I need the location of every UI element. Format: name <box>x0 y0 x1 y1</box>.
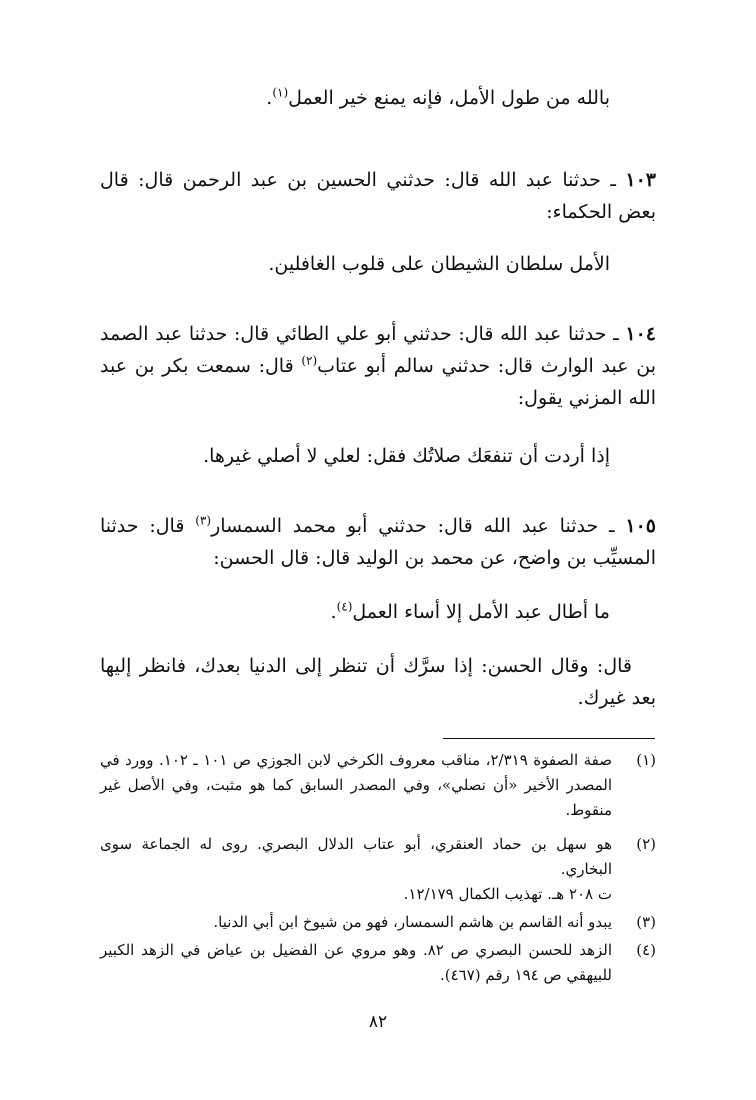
footnote-text: صفة الصفوة ٢/٣١٩، مناقب معروف الكرخي لابن الجوزي ص ١٠١ ـ ١٠٢. وورد في المصدر الأخير «أن نصلي»، وفي المصدر السابق كما هو مثبت، وفي الأصل غير منقوط. <box>100 751 612 819</box>
footnote-divider <box>443 738 655 739</box>
narration-103: ١٠٣ ـ حدثنا عبد الله قال: حدثني الحسين بن عبد الرحمن قال: قال بعض الحكماء: <box>100 169 656 223</box>
footnote-mark: (٤) <box>636 941 656 959</box>
quote-105: ما أطال عبد الأمل إلا أساء العمل$^{(٤)}$. <box>330 599 610 623</box>
footnote-mark: (٢) <box>636 835 656 853</box>
narration-number: ١٠٣ <box>625 169 656 191</box>
footnote-2 <box>100 832 656 907</box>
footnote-mark: (٣) <box>636 913 656 931</box>
footnote-4 <box>100 938 656 988</box>
page-number: ٨٢ <box>368 1012 388 1032</box>
narration-105: ١٠٥ ـ حدثنا عبد الله قال: حدثني أبو محمد السمسار$^{(٣)}$ قال: حدثنا المسيِّب بن واضح، عن محمد بن الوليد قال: قال الحسن: <box>100 513 657 569</box>
footnote-mark: (١) <box>636 751 656 769</box>
narration-number: ١٠٥ <box>625 515 657 537</box>
footnote-ref-3[interactable]: (٣) <box>195 513 212 528</box>
quote-104: إذا أردت أن تنفعَك صلاتُك فقل: لعلي لا أصلي غيرها. <box>203 445 610 467</box>
footnote-text-second-line: ت ٢٠٨ هـ. تهذيب الكمال ١٢/١٧٩. <box>403 885 612 903</box>
footnote-text: هو سهل بن حماد العنقري، أبو عتاب الدلال البصري. روى له الجماعة سوى البخاري. <box>100 835 612 878</box>
footnote-ref-1[interactable]: (١) <box>272 85 289 100</box>
paragraph-closing-line: بالله من طول الأمل، فإنه يمنع خير العمل$^{(١)}$. <box>266 85 610 109</box>
footnote-text: يبدو أنه القاسم بن هاشم السمسار، فهو من شيوخ ابن أبي الدنيا. <box>213 913 612 931</box>
footnote-ref-2[interactable]: (٢) <box>301 353 318 368</box>
paragraph-105-continuation: قال: وقال الحسن: إذا سرَّك أن تنظر إلى الدنيا بعدك، فانظر إليها بعد غيرك. <box>100 655 656 709</box>
footnote-text: الزهد للحسن البصري ص ٨٢. وهو مروي عن الفضيل بن عياض في الزهد الكبير للبيهقي ص ١٩٤ رقم (٤٦٧). <box>100 941 612 984</box>
quote-103: الأمل سلطان الشيطان على قلوب الغافلين. <box>268 253 610 275</box>
narration-104: ١٠٤ ـ حدثنا عبد الله قال: حدثني أبو علي الطائي قال: حدثنا عبد الصمد بن عبد الوارث قال: حدثني سالم أبو عتاب$^{(٢)}$ قال: سمعت بكر بن عبد الله المزني يقول: <box>100 323 656 409</box>
footnote-3 <box>100 910 656 935</box>
footnote-1 <box>100 748 656 823</box>
narration-number: ١٠٤ <box>625 323 656 345</box>
footnote-ref-4[interactable]: (٤) <box>336 599 353 614</box>
